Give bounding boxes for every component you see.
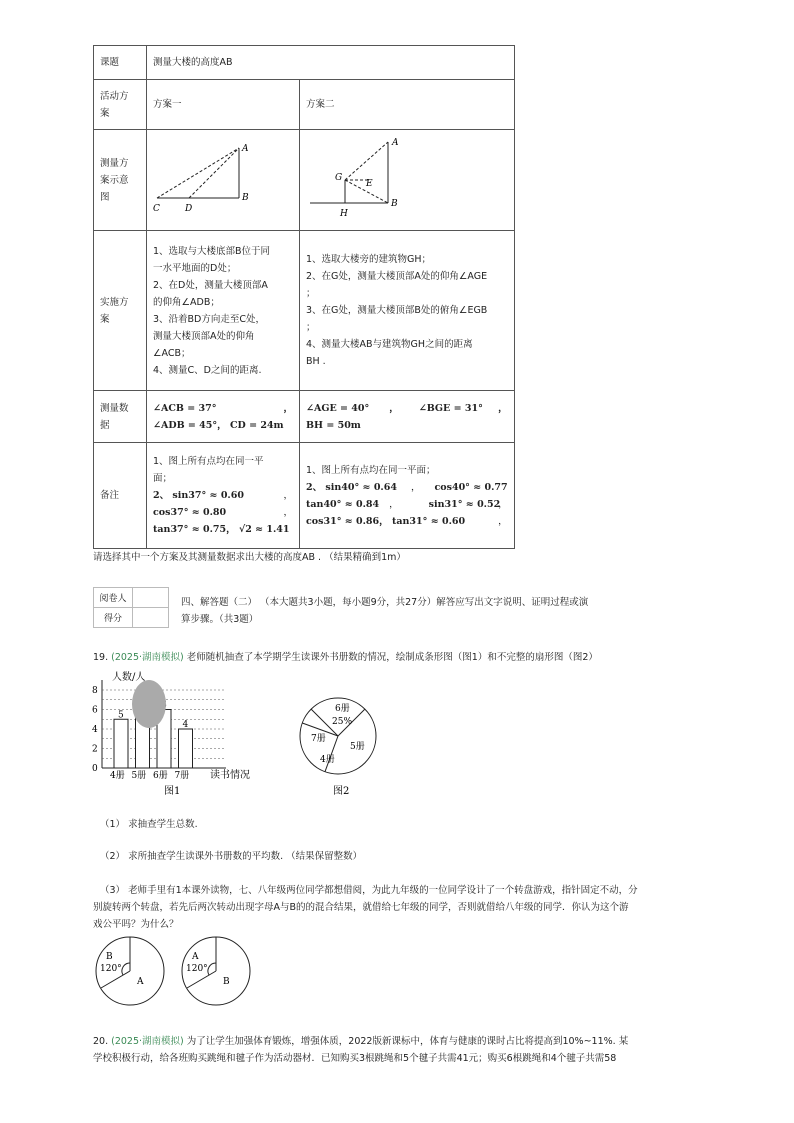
bar-data-label: 4 — [182, 720, 189, 730]
step-line: 1、选取大楼旁的建筑物GH； — [306, 254, 432, 265]
point-a: A — [242, 144, 249, 154]
covered-blob — [132, 680, 166, 728]
plan-label-line: 案 — [100, 107, 110, 119]
data-sep: ， — [283, 402, 293, 414]
x-axis-label: 读书情况 — [210, 770, 250, 781]
data-value: ， CD = 24m — [217, 419, 284, 431]
note-value: 2、 sin40° ≈ 0.64 — [306, 481, 397, 493]
note-line — [153, 487, 293, 504]
score-box — [93, 587, 169, 628]
plan-label — [94, 80, 147, 130]
data-line — [306, 400, 508, 417]
note-value: cos37° ≈ 0.80 — [153, 507, 227, 518]
point-e: E — [366, 179, 373, 189]
point-g: G — [335, 173, 343, 183]
note-line: 面； — [153, 473, 173, 484]
y-tick-label: 4 — [92, 725, 98, 735]
point-b: B — [391, 199, 398, 209]
note-line — [153, 504, 293, 521]
step-line: 一水平地面的D处； — [153, 262, 237, 274]
step-line: 2、在G处，测量大楼顶部A处的仰角∠AGE — [306, 271, 488, 282]
pie-label-percent: 25% — [332, 717, 353, 727]
data2 — [300, 391, 515, 443]
note-value: sin31° ≈ 0.52 — [428, 498, 501, 510]
diagram-label-line: 测量方 — [100, 157, 129, 169]
note-sep: ， — [498, 515, 508, 527]
instruction: 请选择其中一个方案及其测量数据求出大楼的高度AB . （结果精确到1m） — [93, 552, 406, 563]
y-tick-label: 2 — [92, 744, 98, 755]
spinner1-label-b: B — [106, 952, 113, 962]
spinner1-angle: 120° — [100, 964, 122, 974]
steps-label — [94, 231, 147, 391]
data-label-line: 据 — [100, 419, 110, 431]
diagram-label-line: 案示意 — [100, 174, 129, 186]
spinner2-label-a: A — [192, 952, 199, 962]
reviewer-blank — [133, 588, 169, 608]
steps1 — [147, 231, 300, 391]
note-line: 1、图上所有点均在同一平面； — [306, 464, 436, 476]
data-line — [153, 400, 293, 417]
y-tick-label: 8 — [92, 686, 98, 696]
steps-label-line: 案 — [100, 313, 110, 325]
measurement-table — [93, 45, 515, 549]
pie-chart-figure2 — [290, 696, 390, 800]
point-d: D — [185, 204, 193, 214]
step-line: 2、在D处，测量大楼顶部A — [153, 279, 268, 291]
q20-source: (2025·湖南模拟) — [111, 1036, 184, 1047]
data-label-line: 测量数 — [100, 402, 129, 414]
y-tick-label: 6 — [92, 705, 98, 716]
row-data — [94, 391, 515, 443]
step-line: 1、选取与大楼底部B位于同 — [153, 245, 271, 257]
x-tick-label: 4册 — [110, 771, 125, 781]
steps2 — [300, 231, 515, 391]
diagram2-cell — [300, 130, 515, 231]
data-value: ∠ADB = 45° — [153, 419, 218, 431]
spinner2-angle: 120° — [186, 964, 208, 974]
pie-title: 图2 — [333, 786, 350, 797]
diagram-label-line: 图 — [100, 191, 110, 203]
q20-line2: 学校积极行动，给各班购买跳绳和毽子作为活动器材．已知购买3根跳绳和5个毽子共需41元；购买6根跳绳和4个毽子共需58 — [93, 1053, 617, 1064]
pie-label-6: 6册 — [335, 704, 350, 714]
note1 — [147, 443, 300, 549]
spinner-2 — [178, 935, 258, 1007]
note-value: 2、 sin37° ≈ 0.60 — [153, 490, 244, 501]
note-label: 备注 — [94, 443, 147, 549]
note-sep: ， — [498, 498, 508, 510]
note-sep: ， — [389, 498, 399, 510]
diagram-label — [94, 130, 147, 231]
step-line: 4、测量C、D之间的距离. — [153, 364, 262, 376]
note-line — [306, 513, 508, 530]
x-tick-label: 6册 — [153, 771, 168, 781]
q19-sub3-line2: 别旋转两个转盘，若先后两次转动出现字母A与B的的混合结果，就借给七年级的同学，否则就借给八年级的同学．你认为这个游 — [93, 902, 629, 913]
point-h: H — [340, 209, 348, 219]
reviewer-label: 阅卷人 — [94, 588, 133, 608]
q19-number: 19. — [93, 652, 109, 663]
y-axis-label: 人数/人 — [112, 672, 146, 683]
step-line: BH . — [306, 356, 326, 367]
spinner2-label-b: B — [223, 977, 230, 987]
step-line: 4、测量大楼AB与建筑物GH之间的距离 — [306, 339, 473, 350]
step-line: ； — [306, 288, 316, 299]
pie-label-7: 7册 — [311, 734, 326, 744]
plan2: 方案二 — [300, 80, 515, 130]
plan-label-line: 活动方 — [100, 90, 129, 102]
pie-divider — [325, 736, 338, 772]
data-value: ∠ACB = 37° — [153, 402, 217, 414]
q20-line1 — [93, 1033, 628, 1050]
note-line: 1、图上所有点均在同一平 — [153, 456, 264, 467]
bar — [114, 719, 128, 768]
data-label — [94, 391, 147, 443]
data-value: ∠AGE = 40° — [306, 402, 370, 414]
q19-text: 老师随机抽查了本学期学生读课外书册数的情况，绘制成条形图（图1）和不完整的扇形图（图2） — [186, 652, 598, 663]
point-b: B — [242, 193, 249, 203]
row-note — [94, 443, 515, 549]
step-line: 3、在G处，测量大楼顶部B处的俯角∠EGB — [306, 305, 488, 316]
q19-stem — [93, 649, 598, 666]
note-value: tan37° ≈ 0.75 — [153, 524, 227, 535]
note-value: cos31° ≈ 0.86 — [306, 515, 380, 527]
pie-label-5: 5册 — [350, 742, 365, 752]
row-plan — [94, 80, 515, 130]
steps-label-line: 实施方 — [100, 296, 129, 308]
note-value: tan40° ≈ 0.84 — [306, 498, 380, 510]
q19-sub1: （1） 求抽查学生总数. — [100, 819, 198, 830]
bar — [179, 729, 193, 768]
q20-number: 20. — [93, 1036, 109, 1047]
topic-value: 测量大楼的高度AB — [147, 46, 515, 80]
topic-label: 课题 — [94, 46, 147, 80]
plan2-diagram — [300, 130, 512, 224]
q19-sub2: （2） 求所抽查学生读课外书册数的平均数. （结果保留整数） — [100, 851, 363, 862]
data-line: BH = 50m — [306, 419, 361, 431]
step-line: 的仰角∠ADB； — [153, 296, 220, 308]
note-line — [153, 521, 293, 538]
plan1-diagram — [147, 130, 299, 224]
step-line: ； — [306, 322, 316, 333]
row-diagram — [94, 130, 515, 231]
q20-text: 为了让学生加强体育锻炼，增强体质，2022版新课标中，体育与健康的课时占比将提高到10%~11%. 某 — [186, 1036, 629, 1047]
data-sep: ， — [389, 402, 399, 414]
data-value: ∠BGE = 31° — [418, 402, 483, 414]
row-topic — [94, 46, 515, 80]
note-value: cos40° ≈ 0.77 — [434, 481, 508, 493]
bar-data-label: 5 — [118, 710, 124, 721]
score-label: 得分 — [94, 608, 133, 628]
point-c: C — [153, 204, 160, 214]
q19-sub3-line1: （3） 老师手里有1本课外读物，七、八年级两位同学都想借阅，为此九年级的一位同学设计了一个转盘游戏，指针固定不动，分 — [100, 885, 638, 896]
plan1: 方案一 — [147, 80, 300, 130]
step-line: 3、沿着BD方向走至C处， — [153, 313, 266, 325]
section-line2: 算步骤。（共3题） — [181, 614, 259, 625]
chart-title: 图1 — [164, 786, 181, 797]
data1 — [147, 391, 300, 443]
score-blank — [133, 608, 169, 628]
q19-source: (2025·湖南模拟) — [111, 652, 184, 663]
diagram1-cell — [147, 130, 300, 231]
section-line1: 四、解答题（二） （本大题共3小题，每小题9分，共27分）解答应写出文字说明、证明过程或演 — [181, 597, 589, 608]
x-tick-label: 5册 — [131, 771, 147, 781]
spinner1-label-a: A — [137, 977, 144, 987]
note-sep: ， — [410, 481, 421, 493]
q19-sub3-line3: 戏公平吗？为什么？ — [93, 919, 179, 930]
data-sep: ， — [498, 402, 508, 414]
point-a: A — [392, 138, 399, 148]
data-line — [153, 417, 293, 434]
bar-chart-figure1 — [88, 670, 288, 800]
note2 — [300, 443, 515, 549]
spinner-1 — [92, 935, 172, 1007]
note-value: ， tan31° ≈ 0.60 — [379, 515, 466, 527]
note-value: ， √2 ≈ 1.41 — [226, 524, 290, 535]
note-sep: ， — [283, 490, 293, 501]
step-line: 测量大楼顶部A处的仰角 — [153, 330, 255, 342]
step-line: ∠ACB； — [153, 347, 191, 359]
row-steps — [94, 231, 515, 391]
x-tick-label: 7册 — [174, 771, 190, 781]
y-tick-label: 0 — [92, 764, 98, 774]
note-sep: ， — [283, 507, 293, 518]
pie-label-4: 4册 — [320, 755, 335, 765]
